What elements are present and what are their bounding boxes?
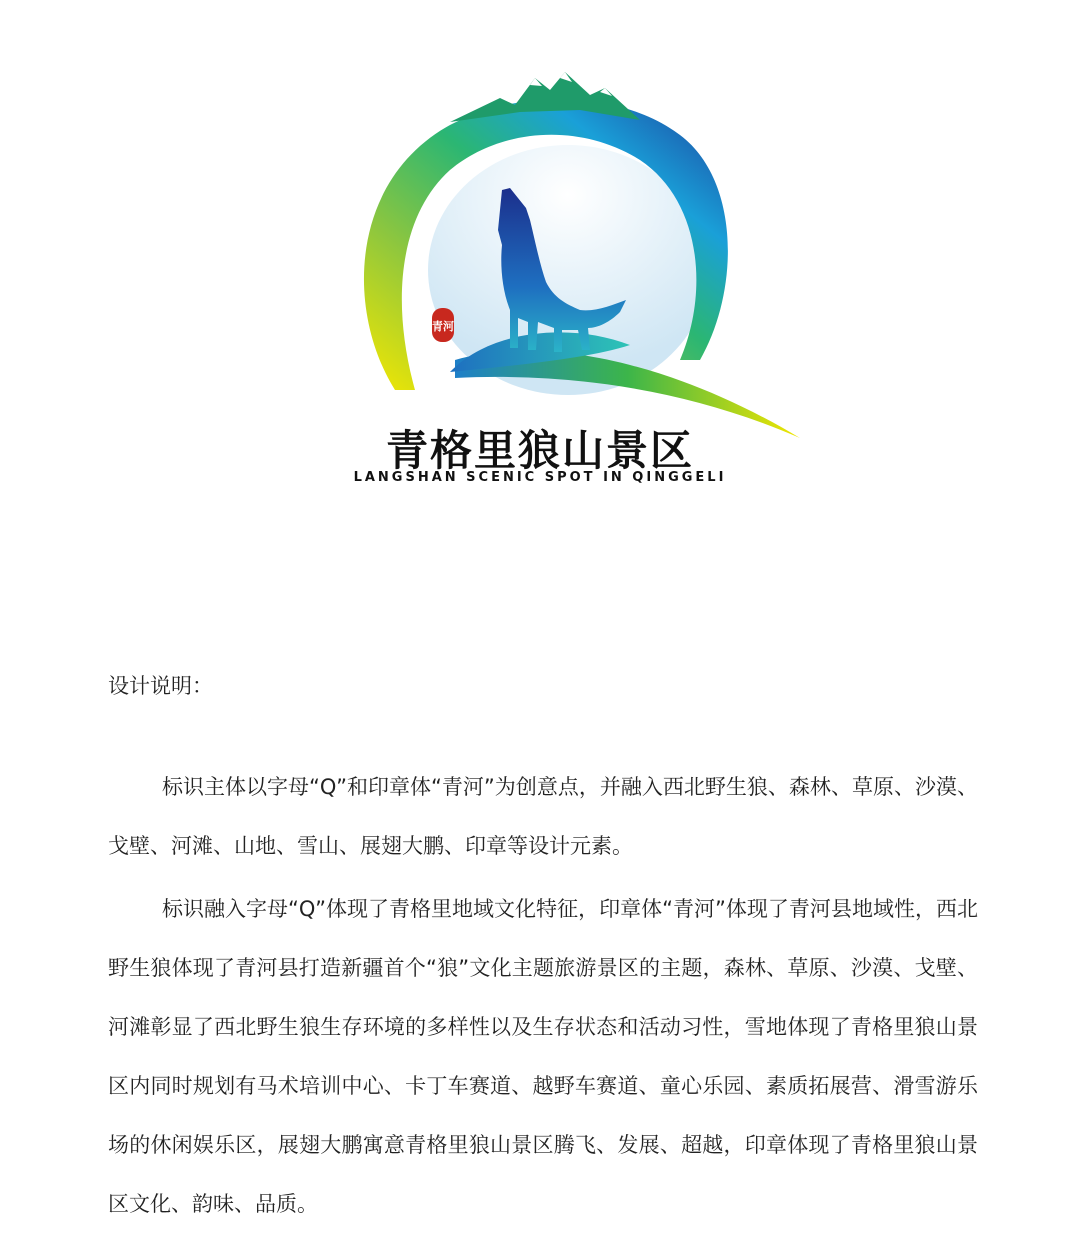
design-description-heading: 设计说明： xyxy=(108,674,213,698)
logo-title: 青格里狼山景区 xyxy=(385,426,694,475)
logo-subtitle: LANGSHAN SCENIC SPOT IN QINGGELI xyxy=(353,470,727,485)
seal-stamp xyxy=(432,308,454,342)
langshan-logo-graphic xyxy=(340,60,810,450)
paragraph-1: 标识主体以字母“Q”和印章体“青河”为创意点，并融入西北野生狼、森林、草原、沙漠、戈壁、河滩、山地、雪山、展翅大鹏、印章等设计元素。 xyxy=(108,775,978,858)
logo-area xyxy=(0,0,1080,520)
seal-text: 青河 xyxy=(432,320,454,333)
paragraph-2: 标识融入字母“Q”体现了青格里地域文化特征，印章体“青河”体现了青河县地域性，西北野生狼体现了青河县打造新疆首个“狼”文化主题旅游景区的主题，森林、草原、沙漠、戈壁、河滩彰显了西北野生狼生存环境的多样性以及生存状态和活动习性，雪地体现了青格里狼山景区内同时规划有马术培训中心、卡丁车赛道、越野车赛道、童心乐园、素质拓展营、滑雪游乐场的休闲娱乐区，展翅大鹏寓意青格里狼山景区腾飞、发展、超越，印章体现了青格里狼山景区文化、韵味、品质。 xyxy=(108,897,978,1216)
